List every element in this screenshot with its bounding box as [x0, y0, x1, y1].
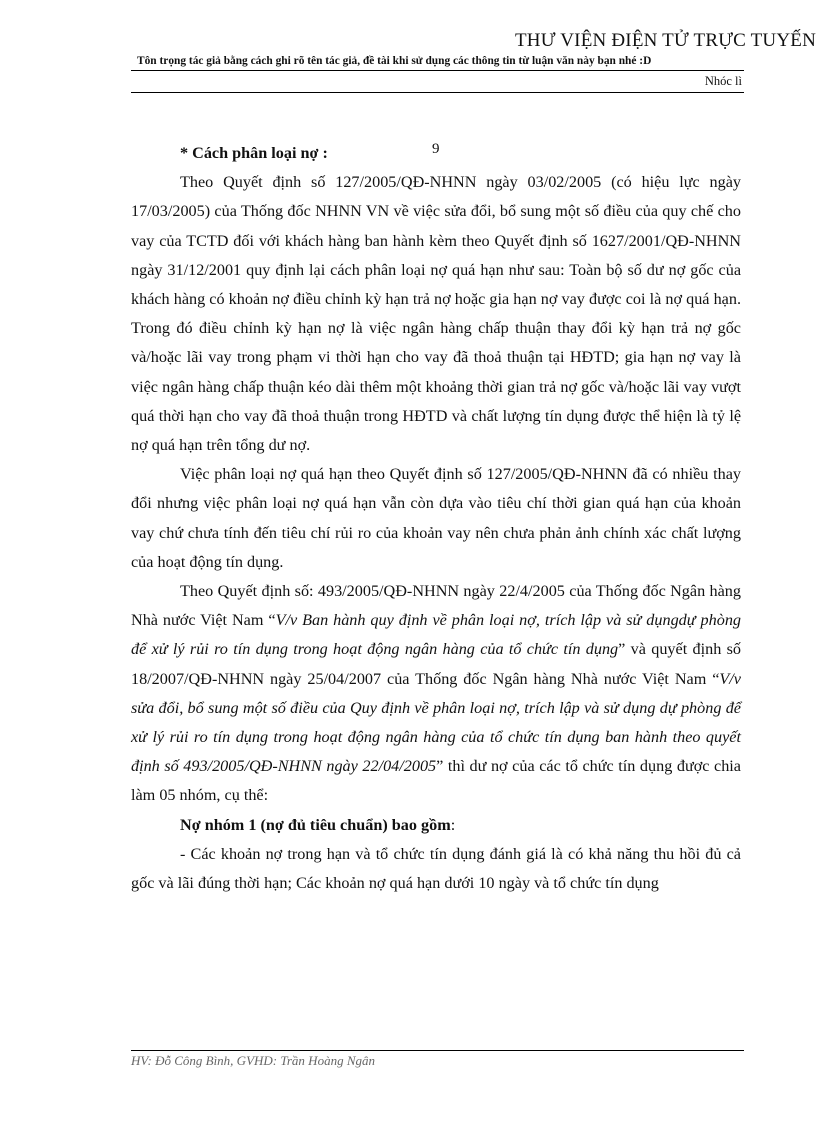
group-1-heading	[131, 811, 741, 840]
footer-divider	[131, 1050, 744, 1051]
paragraph-3-text-e: ” thì dư nợ của các tổ chức tín dụng được chia làm 05 nhóm, cụ thể:	[131, 757, 741, 805]
paragraph-3-text-a: Theo Quyết định số: 493/2005/QĐ-NHNN ngày 22/4/2005 của Thống đốc Ngân hàng Nhà nước Việt Nam “	[131, 582, 741, 630]
paragraph-4: - Các khoản nợ trong hạn và tổ chức tín dụng đánh giá là có khả năng thu hồi đủ cả gốc và lãi đúng thời hạn; Các khoản nợ quá hạn dưới 10 ngày và tổ chức tín dụng	[131, 844, 741, 893]
section-heading	[131, 139, 741, 168]
paragraph-3-text-c: ” và quyết định số 18/2007/QĐ-NHNN ngày 25/04/2007 của Thống đốc Ngân hàng Nhà nước Việt Nam “	[131, 640, 741, 688]
section-title: * Cách phân loại nợ :	[180, 144, 328, 162]
header-divider	[131, 70, 744, 71]
paragraph-2: Việc phân loại nợ quá hạn theo Quyết định số 127/2005/QĐ-NHNN đã có nhiều thay đổi nhưng việc phân loại nợ quá hạn vẫn còn dựa vào tiêu chí thời gian quá hạn của khoản vay chứ chưa tính đến tiêu chí rủi ro của khoản vay nên chưa phản ảnh chính xác chất lượng của hoạt động tín dụng.	[131, 465, 741, 571]
header-divider-bottom	[131, 92, 744, 93]
paragraph-1: Theo Quyết định số 127/2005/QĐ-NHNN ngày 03/02/2005 (có hiệu lực ngày 17/03/2005) của Thống đốc NHNN VN về việc sửa đổi, bổ sung một số điều của quy chế cho vay của TCTD đối với khách hàng ban hành kèm theo Quyết định số 1627/2001/QĐ-NHNN ngày 31/12/2001 quy định lại cách phân loại nợ quá hạn như sau: Toàn bộ số dư nợ gốc của khách hàng có khoản nợ điều chỉnh kỳ hạn trả nợ hoặc gia hạn nợ vay được coi là nợ quá hạn. Trong đó điều chỉnh kỳ hạn nợ là việc ngân hàng chấp thuận thay đổi kỳ hạn trả nợ gốc và/hoặc lãi vay trong phạm vi thời hạn cho vay đã thoả thuận tại HĐTD; gia hạn nợ vay là việc ngân hàng chấp thuận kéo dài thêm một khoảng thời gian trả nợ gốc và/hoặc lãi vay vượt quá thời hạn cho vay đã thoả thuận trong HĐTD và chất lượng tín dụng được thể hiện là tỷ lệ nợ quá hạn trên tổng dư nợ.	[131, 173, 741, 455]
group-1-title: Nợ nhóm 1 (nợ đủ tiêu chuẩn) bao gồm	[180, 815, 451, 834]
paragraph-3	[131, 577, 741, 811]
paragraph-3-quote-2: V/v sửa đổi, bổ sung một số điều của Quy định về phân loại nợ, trích lập và sử dụng dự phòng để xử lý rủi ro tín dụng trong hoạt động ngân hàng của tổ chức tín dụng ban hành theo quyết định số 493/2005/QĐ-NHNN ngày 22/04/2005	[131, 669, 741, 776]
footer-credit: HV: Đỗ Công Bình, GVHD: Trần Hoàng Ngân	[131, 1053, 375, 1068]
copyright-notice: Tôn trọng tác giả bằng cách ghi rõ tên tác giả, đề tài khi sử dụng các thông tin từ luận văn này bạn nhé :D	[137, 55, 652, 67]
page-number: 9	[432, 141, 440, 157]
library-title: THƯ VIỆN ĐIỆN TỬ TRỰC TUYẾN	[514, 30, 816, 51]
paragraph-3-quote-1: V/v Ban hành quy định về phân loại nợ, trích lập và sử dụngdự phòng để xử lý rủi ro tín dụng trong hoạt động ngân hàng của tổ chức tín dụng	[131, 611, 742, 659]
group-1-colon: :	[450, 815, 456, 834]
document-body	[131, 139, 741, 898]
uploader-name: Nhóc lì	[704, 74, 742, 88]
